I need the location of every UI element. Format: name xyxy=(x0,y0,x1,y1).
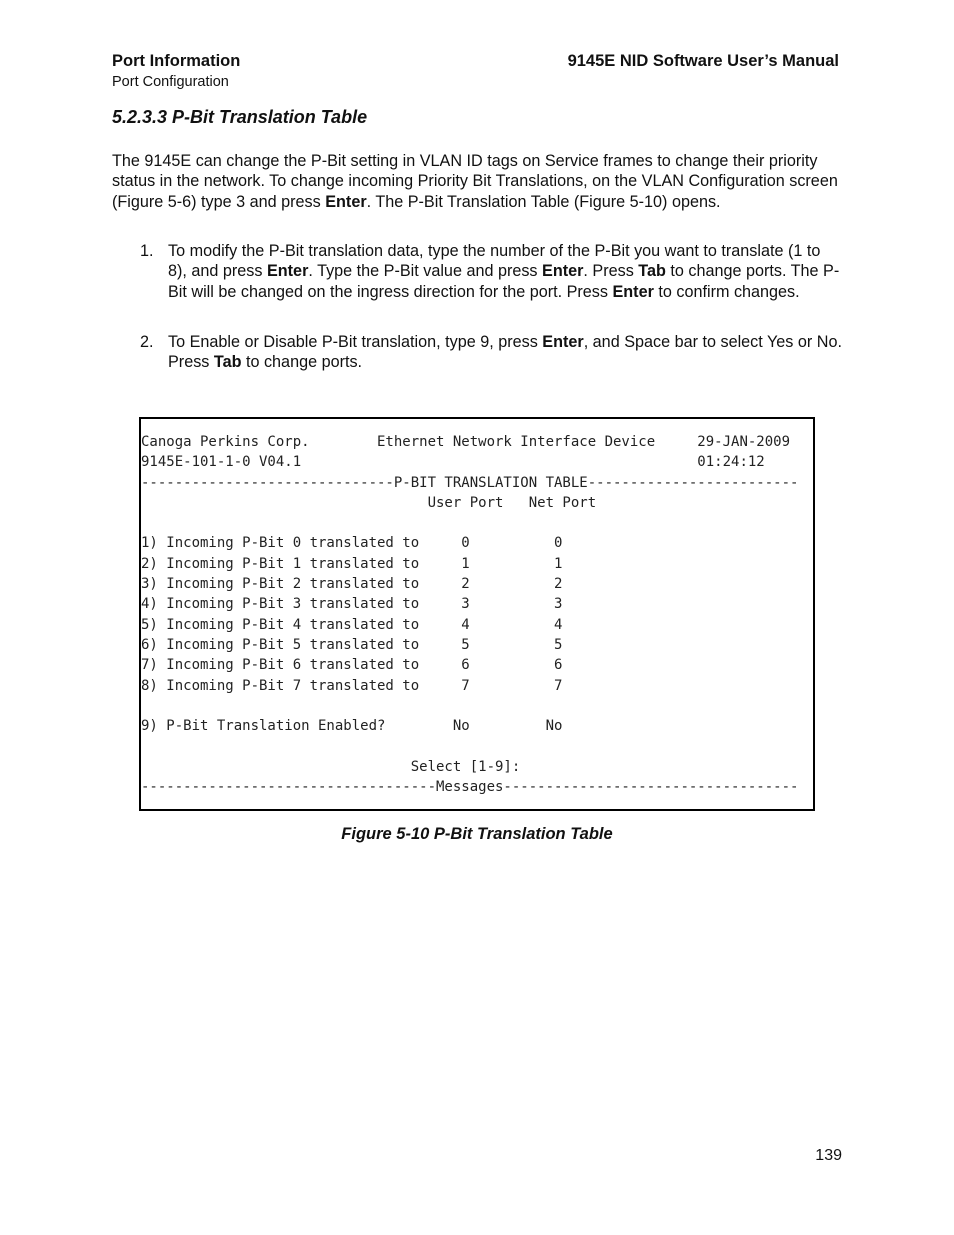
key-name: Enter xyxy=(266,262,309,281)
figure-caption: Figure 5-10 P-Bit Translation Table xyxy=(341,825,613,843)
terminal-line: 6) Incoming P-Bit 5 translated to 5 5 xyxy=(141,636,563,653)
terminal-line xyxy=(141,513,798,533)
manual-title: 9145E NID Software User’s Manual xyxy=(567,52,839,70)
terminal-line: 5) Incoming P-Bit 4 translated to 4 4 xyxy=(141,616,563,633)
terminal-text xyxy=(141,432,798,797)
terminal-line: User Port Net Port xyxy=(141,494,597,511)
list-item xyxy=(112,332,842,373)
step-text xyxy=(168,241,842,302)
terminal-line: 8) Incoming P-Bit 7 translated to 7 7 xyxy=(141,677,563,694)
header-subsection: Port Configuration xyxy=(112,74,229,90)
terminal-line xyxy=(141,696,798,716)
key-name: Tab xyxy=(638,262,666,281)
header-section: Port Information xyxy=(112,52,241,70)
step-text-part: to confirm changes. xyxy=(653,282,800,301)
terminal-line: 9145E-101-1-0 V04.1 01:24:12 xyxy=(141,454,765,471)
step-text xyxy=(168,332,842,373)
terminal-line xyxy=(141,736,798,756)
page-number: 139 xyxy=(815,1147,842,1164)
terminal-screen xyxy=(139,417,815,811)
key-name: Enter xyxy=(542,333,584,351)
terminal-line: 9) P-Bit Translation Enabled? No No xyxy=(141,718,563,735)
terminal-line: Select [1-9]: xyxy=(141,758,521,775)
terminal-line: 1) Incoming P-Bit 0 translated to 0 0 xyxy=(141,535,563,552)
intro-text-2: . The P-Bit Translation Table (Figure 5-10) opens. xyxy=(366,192,721,211)
step-number: 2. xyxy=(140,333,154,351)
intro-enter-key: Enter xyxy=(325,192,367,211)
key-name: Tab xyxy=(213,353,242,372)
terminal-line: 4) Incoming P-Bit 3 translated to 3 3 xyxy=(141,596,563,613)
step-text-part: To Enable or Disable P-Bit translation, type 9, press xyxy=(168,333,543,351)
terminal-line: 2) Incoming P-Bit 1 translated to 1 1 xyxy=(141,555,563,572)
intro-text-1: The 9145E can change the P-Bit setting in VLAN ID tags on Service frames to change their priority status in the network. To change incoming Priority Bit Translations, on the VLAN Configuration screen (Figure 5-6) type 3 and press xyxy=(112,152,838,211)
terminal-line: Canoga Perkins Corp. Ethernet Network Interface Device 29-JAN-2009 xyxy=(141,434,791,450)
terminal-line: ------------------------------P-BIT TRANSLATION TABLE------------------------- xyxy=(141,474,799,491)
list-item xyxy=(112,241,842,302)
terminal-line: 3) Incoming P-Bit 2 translated to 2 2 xyxy=(141,576,563,593)
step-text-part: , and Space bar to select Yes or No. Press xyxy=(168,333,842,372)
key-name: Enter xyxy=(542,262,584,281)
step-text-part: to change ports. xyxy=(241,353,363,372)
step-text-part: To modify the P-Bit translation data, type the number of the P-Bit you want to translate (1 to 8), and press xyxy=(168,242,821,281)
terminal-line: -----------------------------------Messages----------------------------------- xyxy=(141,779,799,796)
key-name: Enter xyxy=(612,282,654,301)
intro-paragraph xyxy=(112,151,842,212)
terminal-line: 7) Incoming P-Bit 6 translated to 6 6 xyxy=(141,657,563,674)
section-title: 5.2.3.3 P-Bit Translation Table xyxy=(112,107,368,127)
step-number: 1. xyxy=(140,242,154,260)
step-text-part: . Press xyxy=(583,262,639,281)
step-text-part: . Type the P-Bit value and press xyxy=(308,262,543,281)
step-text-part: to change ports. The P-Bit will be changed on the ingress direction for the port. Press xyxy=(168,262,840,301)
